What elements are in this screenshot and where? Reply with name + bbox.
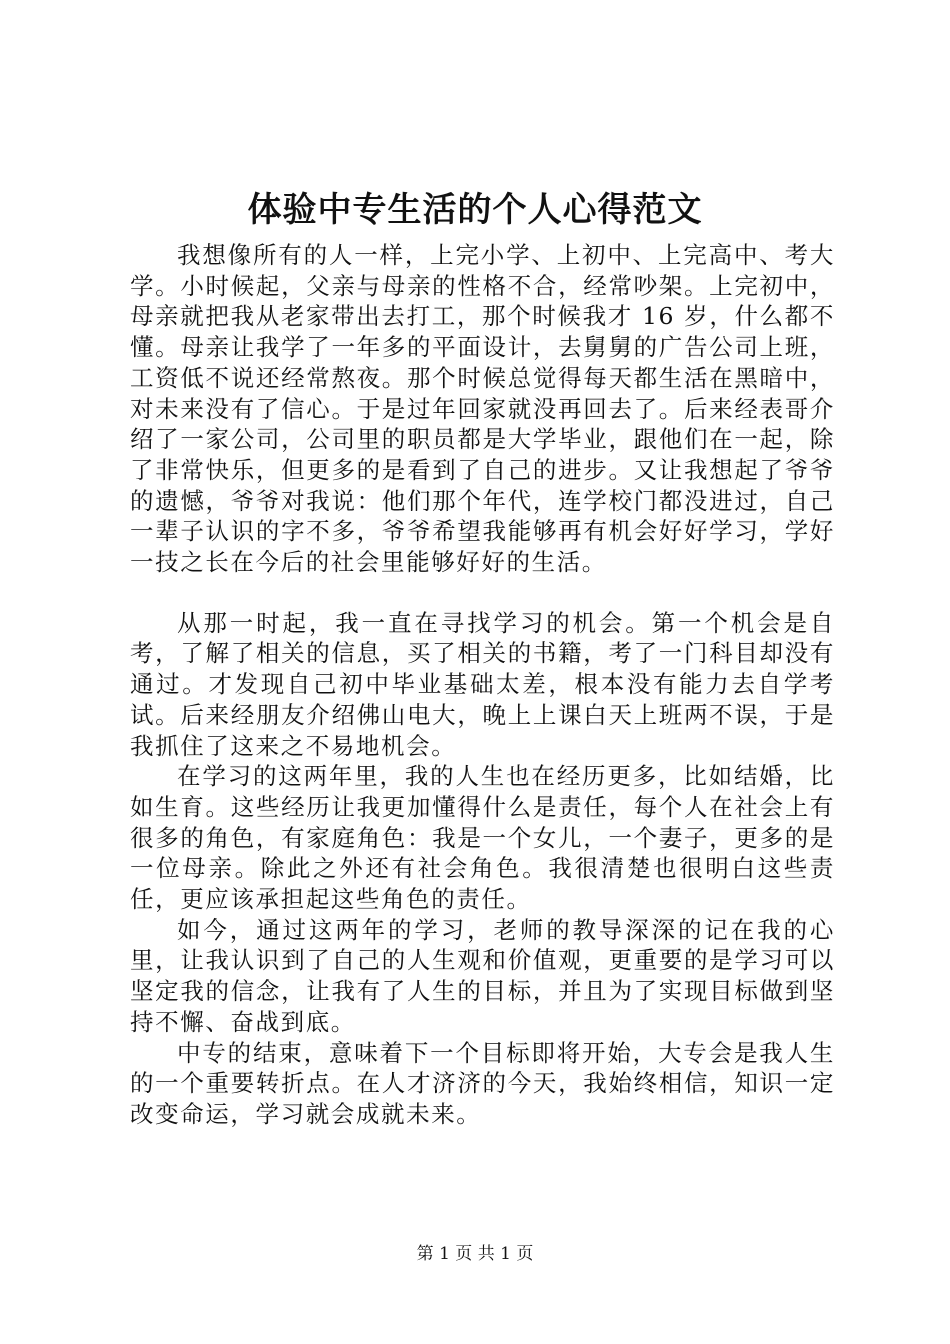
paragraph-4: 如今，通过这两年的学习，老师的教导深深的记在我的心里，让我认识到了自己的人生观和价值观，更重要的是学习可以坚定我的信念，让我有了人生的目标，并且为了实现目标做到坚持不懈、奋战到底。: [130, 915, 835, 1036]
paragraph-5: 中专的结束，意味着下一个目标即将开始，大专会是我人生的一个重要转折点。在人才济济的今天，我始终相信，知识一定改变命运，学习就会成就未来。: [130, 1038, 835, 1128]
page-number-footer: 第 1 页 共 1 页: [416, 1244, 534, 1264]
paragraph-2: 从那一时起，我一直在寻找学习的机会。第一个机会是自考，了解了相关的信息，买了相关的书籍，考了一门科目却没有通过。才发现自己初中毕业基础太差，根本没有能力去自学考试。后来经朋友介绍佛山电大，晚上上课白天上班两不误，于是我抓住了这来之不易地机会。: [130, 608, 835, 760]
paragraph-3: 在学习的这两年里，我的人生也在经历更多，比如结婚，比如生育。这些经历让我更加懂得什么是责任，每个人在社会上有很多的角色，有家庭角色：我是一个女儿，一个妻子，更多的是一位母亲。除此之外还有社会角色。我很清楚也很明白这些责任，更应该承担起这些角色的责任。: [130, 762, 835, 914]
document-title: 体验中专生活的个人心得范文: [247, 190, 703, 230]
paragraph-1: 我想像所有的人一样，上完小学、上初中、上完高中、考大学。小时候起，父亲与母亲的性格不合，经常吵架。上完初中，母亲就把我从老家带出去打工，那个时候我才 16 岁，什么都不懂。母亲让我学了一年多的平面设计，去舅舅的广告公司上班，工资低不说还经常熬夜。那个时候总觉得每天都生活在黑暗中，对未来没有了信心。于是过年回家就没再回去了。后来经表哥介绍了一家公司，公司里的职员都是大学毕业，跟他们在一起，除了非常快乐，但更多的是看到了自己的进步。又让我想起了爷爷的遗憾，爷爷对我说：他们那个年代，连学校门都没进过，自己一辈子认识的字不多，爷爷希望我能够再有机会好好学习，学好一技之长在今后的社会里能够好好的生活。: [130, 241, 835, 577]
document-body: [130, 240, 835, 1130]
